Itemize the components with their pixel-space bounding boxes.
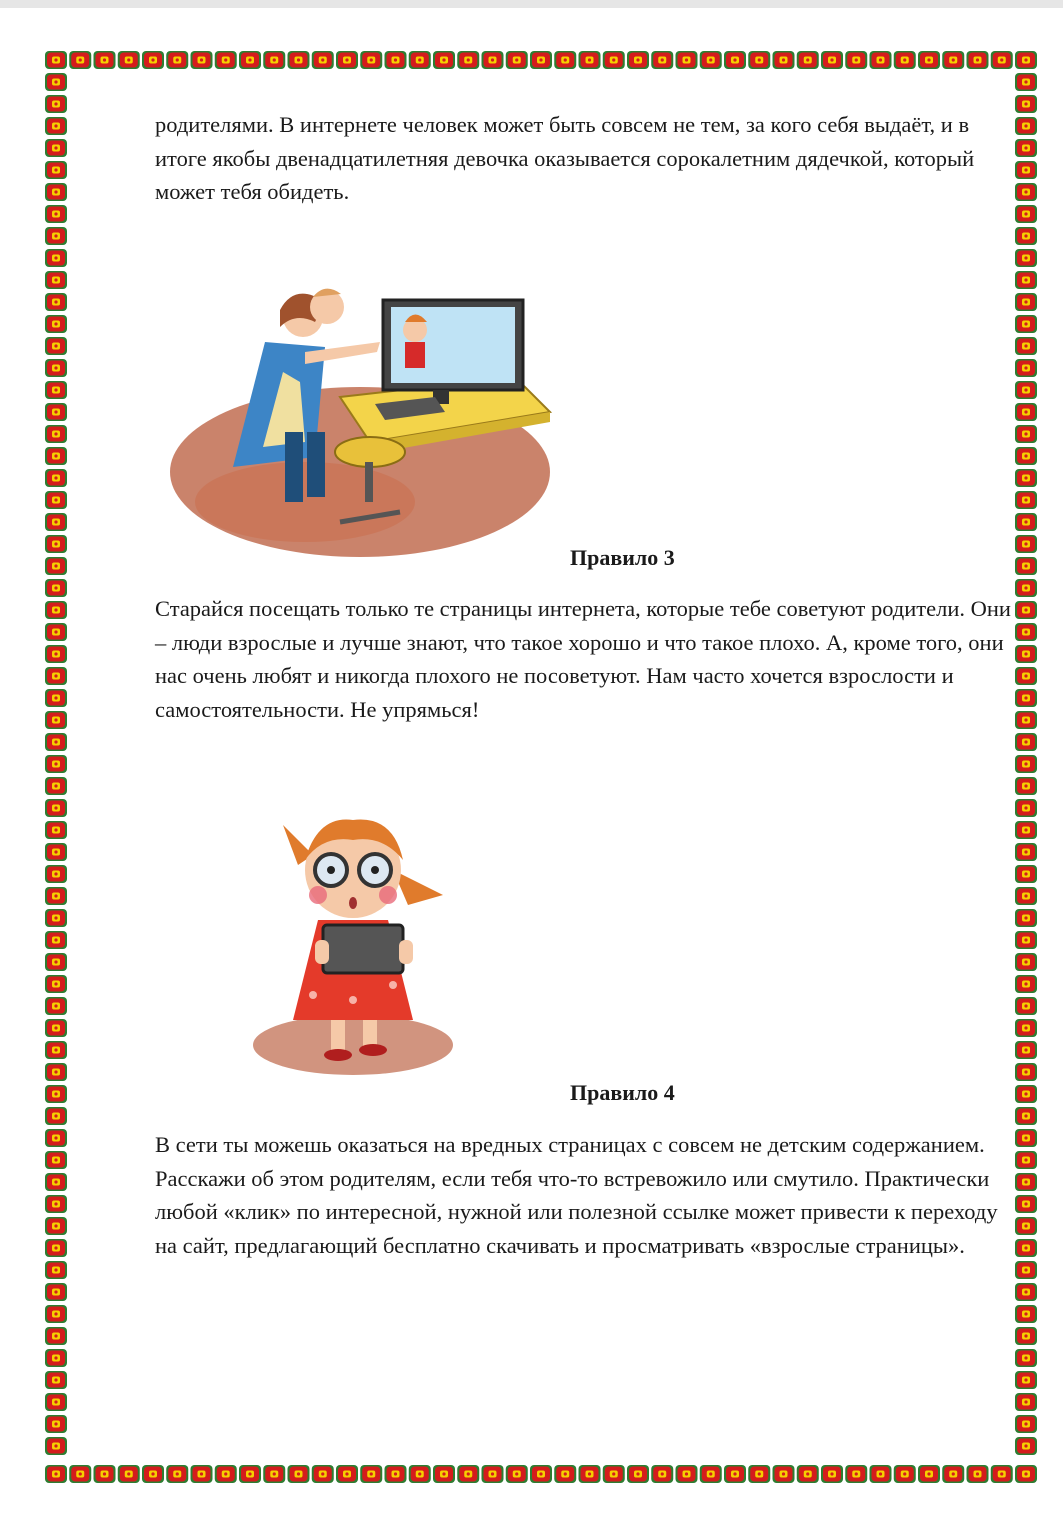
- rule4-heading: Правило 4: [570, 1080, 675, 1105]
- parent-child-computer-illustration: [155, 272, 567, 568]
- rule4-text: В сети ты можешь оказаться на вредных страницах с совсем не детским содержанием. Расскажи об этом родителям, если тебя что-то встревожило или смутило. Практически любой «клик» по интересной, нужной или полезной ссылке может привести к переходу на сайт, предлагающий бесплатно скачивать и просматривать «взрослые страницы».: [155, 1132, 998, 1258]
- viewer-top-bar: [0, 0, 1063, 8]
- girl-with-tablet-illustration: [243, 795, 481, 1080]
- rule3-text: Старайся посещать только те страницы интернета, которые тебе советуют родители. Они – люди взрослые и лучше знают, что такое хорошо и что такое плохо. А, кроме того, они нас очень любят и никогда плохого не посоветуют. Нам часто хочется взрослости и самостоятельности. Не упрямься!: [155, 596, 1011, 722]
- rule3-heading: Правило 3: [570, 545, 675, 570]
- intro-paragraph: родителями. В интернете человек может быть совсем не тем, за кого себя выдаёт, и в итоге якобы двенадцатилетняя девочка оказывается сорокалетним дядечкой, который может тебя обидеть.: [155, 112, 975, 204]
